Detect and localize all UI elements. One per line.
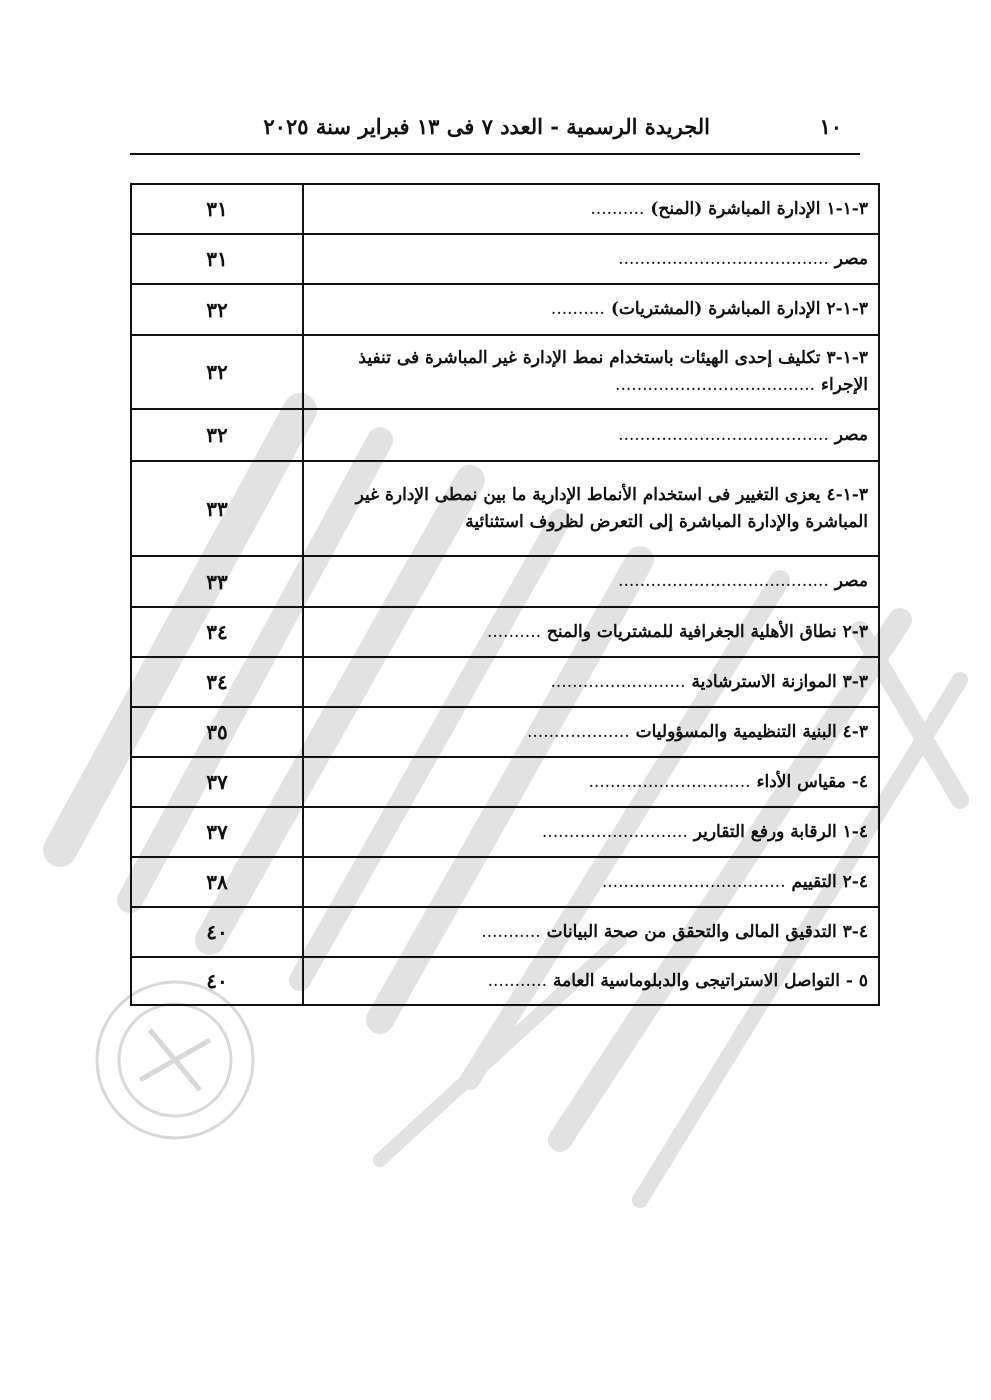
entry-cell: ٤- مقياس الأداء .............................. xyxy=(303,757,879,807)
entry-cell: ٣-٣ الموازنة الاسترشادية ......................... xyxy=(303,657,879,707)
table-row xyxy=(131,857,879,907)
entry-cell: مصر ....................................... xyxy=(303,409,879,461)
entry-cell: ٣-١-١ الإدارة المباشرة (المنح) .......... xyxy=(303,184,879,234)
entry-cell: مصر ....................................... xyxy=(303,556,879,607)
table-row xyxy=(131,284,879,335)
entry-cell: ٥ - التواصل الاستراتيجى والدبلوماسية العامة ........... xyxy=(303,957,879,1005)
table-row xyxy=(131,707,879,757)
table-row xyxy=(131,807,879,857)
table-row xyxy=(131,409,879,461)
page-number: ١٠ xyxy=(819,114,842,139)
entry-cell: ٣-١-٢ الإدارة المباشرة (المشتريات) .......... xyxy=(303,284,879,335)
entry-cell: مصر ....................................... xyxy=(303,234,879,284)
page-ref: ٣٢ xyxy=(131,335,303,409)
page-header xyxy=(130,108,860,144)
table-row xyxy=(131,957,879,1005)
page-ref: ٣٢ xyxy=(131,284,303,335)
table-row xyxy=(131,234,879,284)
page-ref: ٣٧ xyxy=(131,807,303,857)
page-ref: ٣٤ xyxy=(131,607,303,657)
gazette-title: الجريدة الرسمية - العدد ٧ فى ١٣ فبراير سنة ٢٠٢٥ xyxy=(263,114,710,139)
entry-cell: ٤-٣ التدقيق المالى والتحقق من صحة البيانات ........... xyxy=(303,907,879,957)
table-row xyxy=(131,461,879,556)
page-ref: ٤٠ xyxy=(131,907,303,957)
table-row xyxy=(131,184,879,234)
page-ref: ٣٢ xyxy=(131,409,303,461)
page-ref: ٤٠ xyxy=(131,957,303,1005)
page-ref: ٣٣ xyxy=(131,461,303,556)
table-row xyxy=(131,657,879,707)
page-ref: ٣٧ xyxy=(131,757,303,807)
page-ref: ٣٨ xyxy=(131,857,303,907)
table-row xyxy=(131,335,879,409)
table-row xyxy=(131,607,879,657)
entry-cell: ٣-١-٤ يعزى التغيير فى استخدام الأنماط الإدارية ما بين نمطى الإدارة غير المباشرة والإدارة المباشرة إلى التعرض لظروف استثنائية xyxy=(303,461,879,556)
page-ref: ٣١ xyxy=(131,234,303,284)
page-ref: ٣٤ xyxy=(131,657,303,707)
table-of-contents xyxy=(130,183,880,1006)
header-divider xyxy=(130,153,860,155)
page-ref: ٣١ xyxy=(131,184,303,234)
entry-cell: ٣-١-٣ تكليف إحدى الهيئات باستخدام نمط الإدارة غير المباشرة فى تنفيذ الإجراء ..................................... xyxy=(303,335,879,409)
page-ref: ٣٣ xyxy=(131,556,303,607)
entry-cell: ٣-٢ نطاق الأهلية الجغرافية للمشتريات والمنح .......... xyxy=(303,607,879,657)
entry-cell: ٤-٢ التقييم .................................. xyxy=(303,857,879,907)
entry-cell: ٣-٤ البنية التنظيمية والمسؤوليات ................... xyxy=(303,707,879,757)
table-row xyxy=(131,556,879,607)
page-ref: ٣٥ xyxy=(131,707,303,757)
entry-cell: ٤-١ الرقابة ورفع التقارير ........................... xyxy=(303,807,879,857)
table-row xyxy=(131,757,879,807)
table-row xyxy=(131,907,879,957)
